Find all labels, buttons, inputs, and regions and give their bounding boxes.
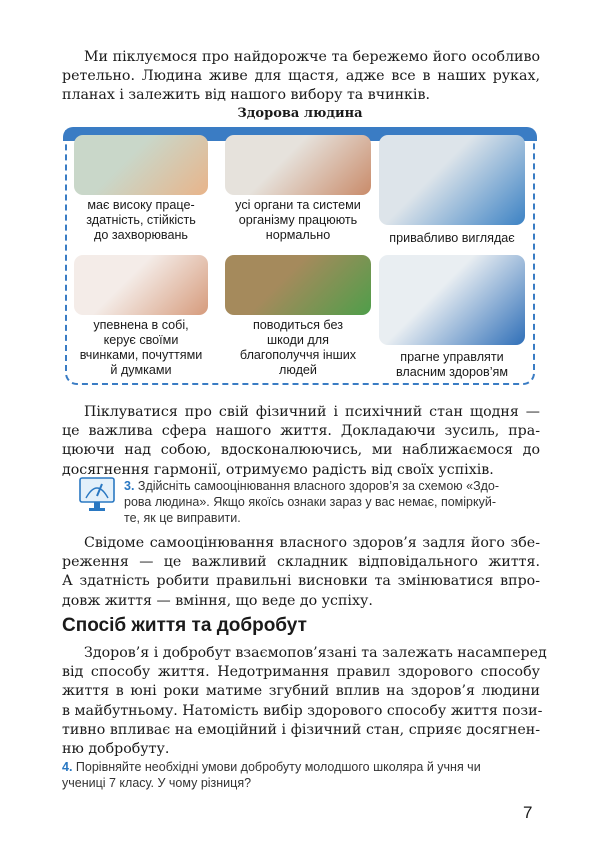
scheme-photo — [225, 135, 371, 195]
text-line: реження — це важливий складник відповідального життя. — [62, 554, 540, 571]
task-text: рова людина». Якщо якоїсь ознаки зараз у вас немає, поміркуй- — [124, 495, 496, 509]
text-line: Піклуватися про свій фізичний і психічний стан щодня — — [84, 404, 540, 420]
scheme-caption — [377, 231, 527, 246]
text-line: досягнення гармонії, отримуємо радість від своїх успіхів. — [62, 461, 494, 478]
caption-line: вчинками, почуттями — [79, 348, 203, 362]
caption-line: упевнена в собі, — [93, 318, 189, 332]
scheme-photo — [74, 255, 208, 315]
caption-line: й думками — [110, 363, 172, 377]
caption-line: до захворювань — [94, 228, 188, 242]
task-line — [124, 478, 540, 494]
task-line — [124, 494, 540, 510]
caption-line: благополуччя інших — [239, 348, 357, 362]
task-text: Здійсніть самооцінювання власного здоров’я за схемою «Здо- — [137, 479, 500, 493]
task-4 — [62, 759, 540, 791]
scheme-title: Здорова людина — [237, 106, 363, 121]
computer-icon — [78, 476, 116, 519]
scheme-photo — [225, 255, 371, 315]
scheme-caption — [223, 198, 373, 243]
caption-line: власним здоров’ям — [395, 365, 509, 379]
caption-line: прагне управляти — [400, 350, 504, 364]
caption-line: має високу праце- — [87, 198, 195, 212]
caption-line: нормально — [265, 228, 331, 242]
task-line — [62, 759, 540, 775]
text-line: цюючи над собою, вдосконалюючись, ми наближаємося до — [62, 442, 540, 459]
text-line: це важлива сфера нашого життя. Докладаючи зусиль, пра- — [62, 423, 540, 440]
lifestyle-paragraph — [62, 644, 547, 759]
caption-line: привабливо виглядає — [389, 231, 515, 245]
text-line: від способу життя. Недотримання правил здорового способу — [62, 664, 540, 681]
caption-line: здатність, стійкість — [86, 213, 196, 227]
intro-paragraph — [62, 48, 540, 106]
task-line — [124, 510, 540, 526]
task-line — [62, 775, 540, 791]
text-line: ретельно. Людина живе для щастя, адже все в наших руках, — [62, 68, 540, 85]
caption-line: людей — [279, 363, 317, 377]
text-line: довж життя — вміння, що веде до успіху. — [62, 592, 373, 609]
text-line: Свідоме самооцінювання власного здоров’я задля його збе- — [84, 535, 540, 551]
section-heading: Спосіб життя та добробут — [62, 615, 307, 636]
caption-line: усі органи та системи — [235, 198, 361, 212]
task-text: учениці 7 класу. У чому різниця? — [62, 776, 252, 790]
scheme-caption — [66, 318, 216, 378]
scheme-caption — [377, 350, 527, 380]
text-line: Здоров’я і добробут взаємопов’язані та залежать насамперед — [84, 645, 547, 661]
text-line: планах і залежить від нашого вибору та вчинків. — [62, 87, 430, 104]
page-number: 7 — [523, 803, 533, 822]
caption-line: організму працюють — [238, 213, 358, 227]
task-text: Порівняйте необхідні умови добробуту молодшого школяра й учня чи — [75, 760, 481, 774]
scheme-photo — [379, 255, 525, 345]
task-text: те, як це виправити. — [124, 511, 241, 525]
task-number: 4. — [62, 760, 73, 774]
scheme-photo — [74, 135, 208, 195]
scheme-caption — [223, 318, 373, 378]
task-number: 3. — [124, 479, 135, 493]
scheme-caption — [66, 198, 216, 243]
caption-line: шкоди для — [267, 333, 329, 347]
care-paragraph — [62, 403, 540, 480]
text-line: Ми піклуємося про найдорожче та бережемо його особливо — [84, 49, 540, 65]
text-line: життя в юні роки матиме згубний вплив на здоров’я людини — [62, 683, 540, 700]
caption-line: керує своїми — [103, 333, 179, 347]
caption-line: поводиться без — [252, 318, 343, 332]
text-line: тивно впливає на емоційний і фізичний стан, сприяє досягнен- — [62, 721, 540, 738]
text-line: в майбутньому. Натомість вибір здорового способу життя пози- — [62, 702, 543, 719]
self-assessment-paragraph — [62, 534, 540, 611]
text-line: ню добробуту. — [62, 741, 170, 758]
scheme-photo — [379, 135, 525, 225]
text-line: А здатність робити правильні висновки та змінюватися впро- — [62, 573, 540, 590]
task-3 — [124, 478, 540, 526]
